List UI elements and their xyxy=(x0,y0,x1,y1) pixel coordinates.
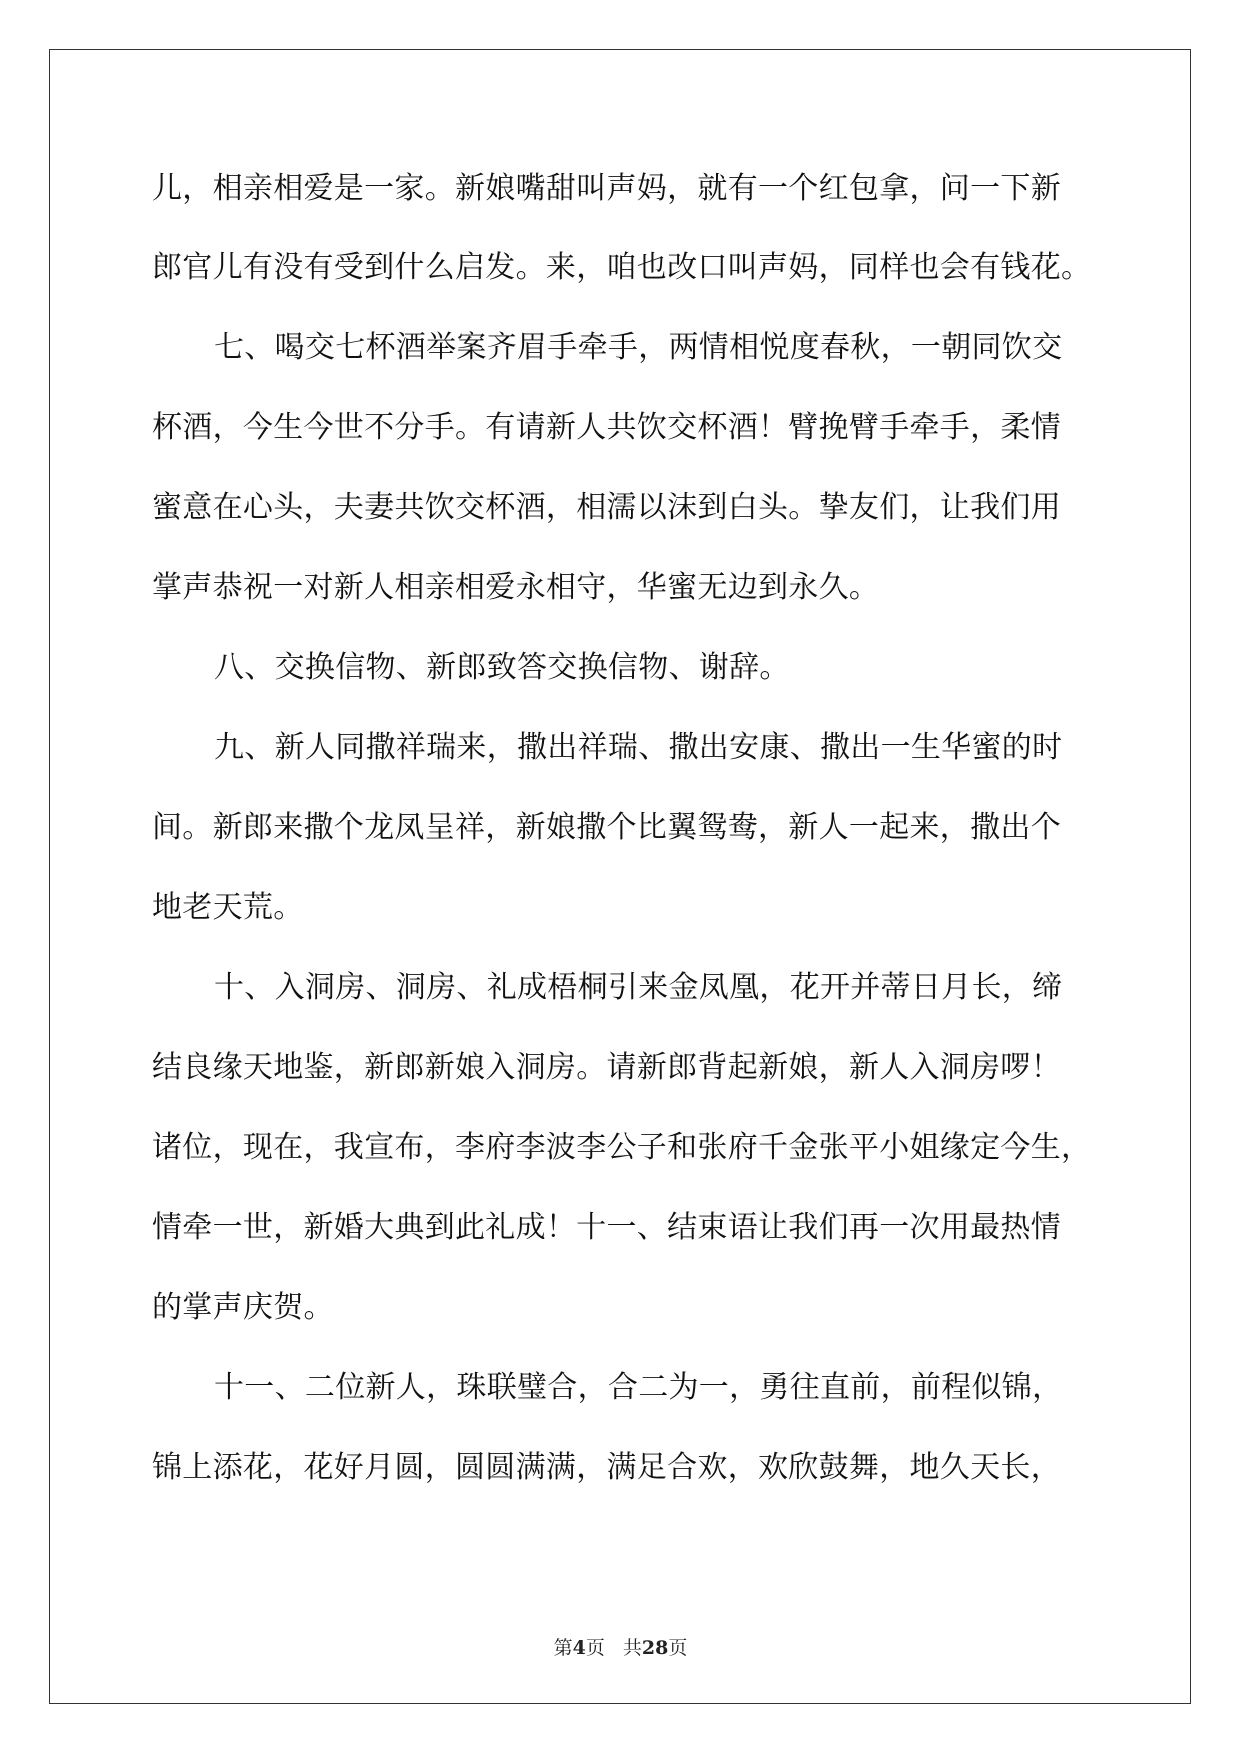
paragraph-seven-line: 七、喝交七杯酒举案齐眉手牵手，两情相悦度春秋，一朝同饮交 xyxy=(214,330,1063,365)
total-pages: 28 xyxy=(641,1637,669,1659)
body-line: 结良缘天地鉴，新郎新娘入洞房。请新郎背起新娘，新人入洞房啰！ xyxy=(152,1050,1061,1085)
total-suffix: 页 xyxy=(668,1637,688,1659)
total-prefix: 共 xyxy=(622,1637,642,1659)
body-line: 锦上添花，花好月圆，圆圆满满，满足合欢，欢欣鼓舞，地久天长， xyxy=(152,1450,1061,1485)
body-line: 杯酒，今生今世不分手。有请新人共饮交杯酒！臂挽臂手牵手，柔情 xyxy=(152,410,1061,445)
body-line: 郎官儿有没有受到什么启发。来，咱也改口叫声妈，同样也会有钱花。 xyxy=(152,250,1092,285)
paragraph-ten-line: 十、入洞房、洞房、礼成梧桐引来金凤凰，花开并蒂日月长，缔 xyxy=(214,970,1063,1005)
page-number: 4 xyxy=(572,1637,586,1659)
page-footer xyxy=(0,1636,1241,1660)
body-line: 地老天荒。 xyxy=(152,890,304,925)
paragraph-nine-line: 九、新人同撒祥瑞来，撒出祥瑞、撒出安康、撒出一生华蜜的时 xyxy=(214,730,1063,765)
body-line: 诸位，现在，我宣布，李府李波李公子和张府千金张平小姐缘定今生， xyxy=(152,1130,1092,1165)
page-suffix: 页 xyxy=(585,1637,605,1659)
body-line: 掌声恭祝一对新人相亲相爱永相守，华蜜无边到永久。 xyxy=(152,570,880,605)
body-line: 间。新郎来撒个龙凤呈祥，新娘撒个比翼鸳鸯，新人一起来，撒出个 xyxy=(152,810,1061,845)
body-line: 的掌声庆贺。 xyxy=(152,1290,334,1325)
page-prefix: 第 xyxy=(553,1637,573,1659)
body-line: 儿，相亲相爱是一家。新娘嘴甜叫声妈，就有一个红包拿，问一下新 xyxy=(152,171,1061,206)
paragraph-eleven-line: 十一、二位新人，珠联璧合，合二为一，勇往直前，前程似锦， xyxy=(214,1370,1063,1405)
paragraph-eight-line: 八、交换信物、新郎致答交换信物、谢辞。 xyxy=(214,650,790,685)
body-line: 情牵一世，新婚大典到此礼成！十一、结束语让我们再一次用最热情 xyxy=(152,1210,1061,1245)
body-line: 蜜意在心头，夫妻共饮交杯酒，相濡以沫到白头。挚友们，让我们用 xyxy=(152,490,1061,525)
